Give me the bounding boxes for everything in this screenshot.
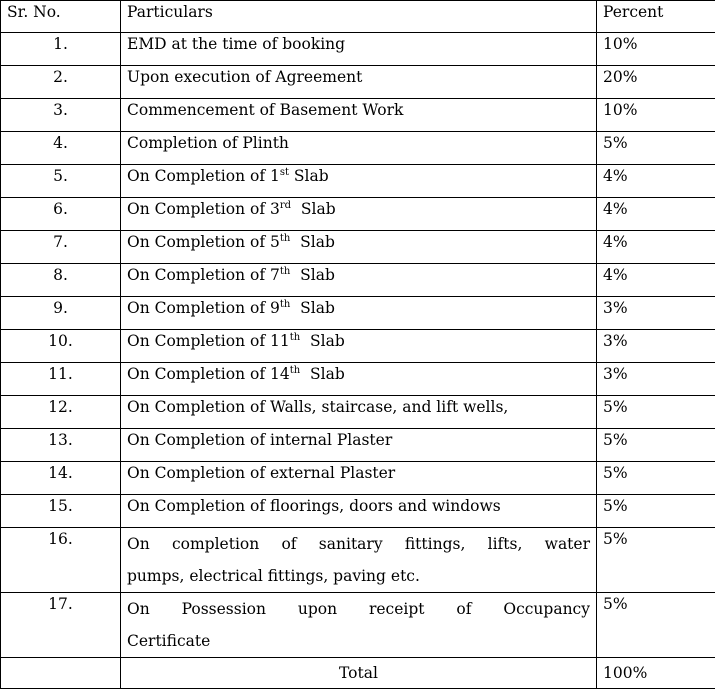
particulars-text: Slab <box>290 233 335 251</box>
particulars-text: Slab <box>290 266 335 284</box>
sr-no-cell: 4. <box>1 132 121 165</box>
particulars-text: Slab <box>300 365 345 383</box>
percent-cell: 20% <box>597 66 715 99</box>
sr-no-cell: 6. <box>1 198 121 231</box>
particulars-cell: Commencement of Basement Work <box>121 99 597 132</box>
table-row <box>1 528 715 593</box>
particulars-cell: Upon execution of Agreement <box>121 66 597 99</box>
sr-no-cell: 16. <box>1 528 121 593</box>
ordinal-suffix: th <box>280 266 290 277</box>
percent-cell: 5% <box>597 132 715 165</box>
table-row <box>1 462 715 495</box>
ordinal-suffix: rd <box>280 200 291 211</box>
particulars-cell <box>121 231 597 264</box>
sr-no-cell: 10. <box>1 330 121 363</box>
particulars-cell: On Completion of floorings, doors and windows <box>121 495 597 528</box>
percent-cell: 10% <box>597 99 715 132</box>
percent-cell: 4% <box>597 231 715 264</box>
header-sr-no: Sr. No. <box>1 1 121 33</box>
particulars-line-2: pumps, electrical fittings, paving etc. <box>127 560 590 592</box>
table-row <box>1 363 715 396</box>
header-percent: Percent <box>597 1 715 33</box>
sr-no-cell: 11. <box>1 363 121 396</box>
percent-cell: 10% <box>597 33 715 66</box>
table-row <box>1 66 715 99</box>
ordinal-suffix: th <box>290 365 300 376</box>
sr-no-cell: 9. <box>1 297 121 330</box>
percent-cell: 5% <box>597 396 715 429</box>
particulars-cell <box>121 297 597 330</box>
table-row <box>1 429 715 462</box>
table-row <box>1 132 715 165</box>
sr-no-cell: 15. <box>1 495 121 528</box>
particulars-text: Slab <box>300 332 345 350</box>
sr-no-cell: 17. <box>1 593 121 658</box>
particulars-cell: On Completion of internal Plaster <box>121 429 597 462</box>
particulars-cell <box>121 264 597 297</box>
sr-no-cell: 5. <box>1 165 121 198</box>
percent-cell: 4% <box>597 165 715 198</box>
table-row <box>1 99 715 132</box>
sr-no-cell: 3. <box>1 99 121 132</box>
particulars-text: On Completion of 9 <box>127 299 280 317</box>
ordinal-suffix: th <box>280 233 290 244</box>
table-row <box>1 593 715 658</box>
sr-no-cell: 8. <box>1 264 121 297</box>
table-row <box>1 198 715 231</box>
ordinal-suffix: th <box>290 332 300 343</box>
table-row <box>1 264 715 297</box>
sr-no-cell: 14. <box>1 462 121 495</box>
total-row <box>1 658 715 689</box>
percent-cell: 3% <box>597 330 715 363</box>
table-row <box>1 33 715 66</box>
particulars-text: On Completion of 1 <box>127 167 280 185</box>
particulars-line-1: On Possession upon receipt of Occupancy <box>127 593 590 625</box>
percent-cell: 3% <box>597 297 715 330</box>
table-row <box>1 165 715 198</box>
table-row <box>1 330 715 363</box>
particulars-text: On Completion of 11 <box>127 332 290 350</box>
particulars-cell <box>121 330 597 363</box>
particulars-cell <box>121 363 597 396</box>
particulars-cell <box>121 593 597 658</box>
table-row <box>1 297 715 330</box>
total-label: Total <box>121 658 597 689</box>
sr-no-cell: 2. <box>1 66 121 99</box>
total-percent: 100% <box>597 658 715 689</box>
percent-cell: 5% <box>597 593 715 658</box>
empty-cell <box>1 658 121 689</box>
particulars-text: On Completion of 7 <box>127 266 280 284</box>
particulars-cell <box>121 165 597 198</box>
percent-cell: 5% <box>597 495 715 528</box>
table-row <box>1 231 715 264</box>
particulars-line-1: On completion of sanitary fittings, lifts, water <box>127 528 590 560</box>
particulars-cell: On Completion of external Plaster <box>121 462 597 495</box>
sr-no-cell: 7. <box>1 231 121 264</box>
particulars-cell <box>121 198 597 231</box>
particulars-text: On Completion of 3 <box>127 200 280 218</box>
particulars-cell: On Completion of Walls, staircase, and lift wells, <box>121 396 597 429</box>
particulars-text: On Completion of 14 <box>127 365 290 383</box>
percent-cell: 5% <box>597 528 715 593</box>
percent-cell: 3% <box>597 363 715 396</box>
sr-no-cell: 1. <box>1 33 121 66</box>
percent-cell: 5% <box>597 462 715 495</box>
particulars-cell: Completion of Plinth <box>121 132 597 165</box>
particulars-text: Slab <box>291 200 336 218</box>
percent-cell: 4% <box>597 198 715 231</box>
ordinal-suffix: th <box>280 299 290 310</box>
table-row <box>1 396 715 429</box>
particulars-text: Slab <box>290 299 335 317</box>
sr-no-cell: 12. <box>1 396 121 429</box>
table-row <box>1 495 715 528</box>
particulars-cell: EMD at the time of booking <box>121 33 597 66</box>
particulars-text: On Completion of 5 <box>127 233 280 251</box>
sr-no-cell: 13. <box>1 429 121 462</box>
particulars-cell <box>121 528 597 593</box>
header-particulars: Particulars <box>121 1 597 33</box>
percent-cell: 5% <box>597 429 715 462</box>
particulars-line-2: Certificate <box>127 625 590 657</box>
percent-cell: 4% <box>597 264 715 297</box>
ordinal-suffix: st <box>280 167 289 178</box>
particulars-text: Slab <box>289 167 329 185</box>
header-row <box>1 1 715 33</box>
